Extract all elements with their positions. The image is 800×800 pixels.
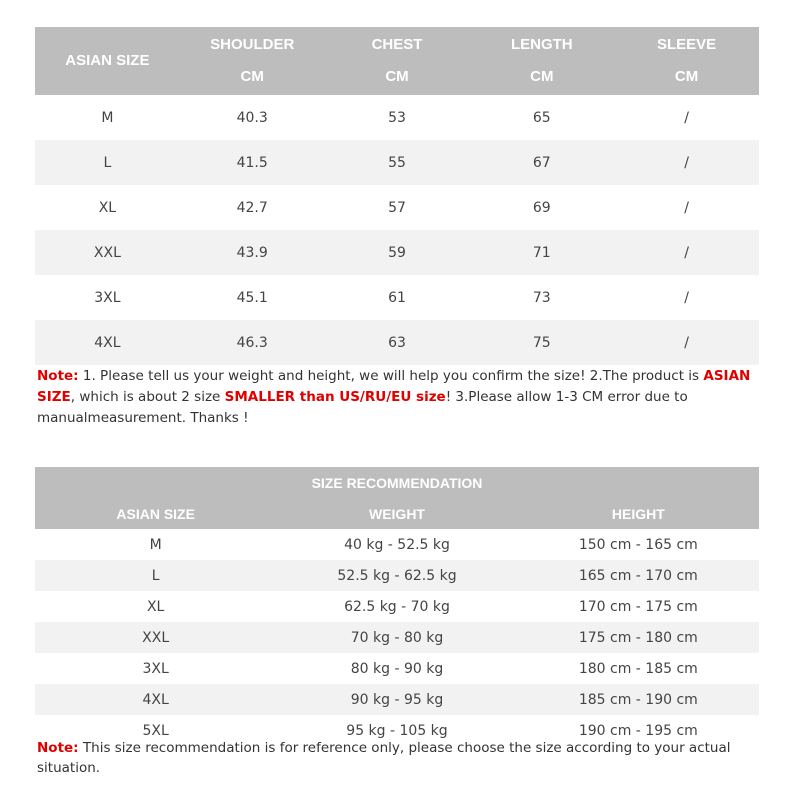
note-text: 1. Please tell us your weight and height, we will help you confirm the size! 2.The product is [78, 368, 704, 384]
table-row [35, 320, 759, 365]
header-weight: WEIGHT [276, 498, 517, 529]
header-length: LENGTH CM [469, 27, 614, 95]
cell-size: L [35, 560, 276, 591]
note-text: This size recommendation is for reference only, please choose the size according to your actual situation. [37, 740, 731, 776]
table-row [35, 684, 759, 715]
cell-weight: 90 kg - 95 kg [276, 684, 517, 715]
cell-size: XXL [35, 230, 180, 275]
cell-length: 71 [469, 230, 614, 275]
table-row [35, 140, 759, 185]
size-chart-table [35, 27, 759, 365]
cell-length: 73 [532, 289, 551, 306]
note-highlight-asian-size: ASIAN SIZE [37, 368, 751, 405]
cell-weight: 80 kg - 90 kg [350, 660, 444, 677]
header-shoulder: SHOULDER CM [180, 27, 325, 95]
size-chart-header-row [35, 27, 759, 95]
cell-sleeve: / [684, 109, 689, 126]
recommendation-title: SIZE RECOMMENDATION [35, 467, 759, 498]
cell-height: 165 cm - 170 cm [518, 560, 759, 591]
cell-height: 150 cm - 165 cm [578, 536, 698, 553]
header-asian-size: ASIAN SIZE [35, 27, 180, 95]
cell-weight: 95 kg - 105 kg [346, 722, 448, 739]
cell-chest: 55 [325, 140, 470, 185]
cell-chest: 59 [325, 230, 470, 275]
table-row [35, 529, 759, 560]
header-asian-size: ASIAN SIZE [35, 498, 276, 529]
cell-weight: 40 kg - 52.5 kg [344, 536, 450, 553]
cell-size: 4XL [35, 320, 180, 365]
recommendation-title-row [35, 467, 759, 498]
cell-height: 185 cm - 190 cm [518, 684, 759, 715]
size-recommendation-table [35, 467, 759, 746]
size-note [37, 366, 767, 429]
cell-height: 180 cm - 185 cm [578, 660, 698, 677]
table-row [35, 622, 759, 653]
header-height: HEIGHT [518, 498, 759, 529]
cell-size: XL [146, 598, 165, 615]
cell-size: M [149, 536, 162, 553]
cell-length: 69 [532, 199, 551, 216]
cell-shoulder: 41.5 [180, 140, 325, 185]
table-row [35, 95, 759, 140]
cell-length: 67 [469, 140, 614, 185]
note-label: Note: [37, 740, 79, 756]
cell-shoulder: 46.3 [180, 320, 325, 365]
cell-sleeve: / [614, 140, 759, 185]
cell-chest: 63 [325, 320, 470, 365]
cell-size: 5XL [142, 722, 169, 739]
cell-shoulder: 45.1 [236, 289, 268, 306]
cell-weight: 70 kg - 80 kg [276, 622, 517, 653]
cell-sleeve: / [614, 230, 759, 275]
cell-chest: 57 [388, 199, 406, 216]
cell-size: M [101, 109, 114, 126]
cell-size: 3XL [142, 660, 169, 677]
cell-height: 190 cm - 195 cm [578, 722, 698, 739]
note-label: Note: [37, 368, 79, 384]
cell-height: 175 cm - 180 cm [518, 622, 759, 653]
cell-sleeve: / [684, 289, 689, 306]
cell-weight: 52.5 kg - 62.5 kg [276, 560, 517, 591]
cell-size: 4XL [35, 684, 276, 715]
cell-size: 3XL [94, 289, 121, 306]
cell-length: 75 [469, 320, 614, 365]
cell-size: XXL [35, 622, 276, 653]
cell-size: XL [98, 199, 117, 216]
cell-chest: 53 [388, 109, 406, 126]
table-row [35, 591, 759, 622]
note-text: ! 3.Please allow 1-3 CM error due to manualmeasurement. Thanks ! [37, 389, 688, 426]
cell-shoulder: 42.7 [236, 199, 268, 216]
table-row [35, 275, 759, 320]
cell-length: 65 [532, 109, 551, 126]
cell-sleeve: / [614, 320, 759, 365]
cell-shoulder: 43.9 [180, 230, 325, 275]
cell-size: L [35, 140, 180, 185]
cell-shoulder: 40.3 [236, 109, 268, 126]
table-row [35, 185, 759, 230]
header-sleeve: SLEEVE CM [614, 27, 759, 95]
cell-height: 170 cm - 175 cm [578, 598, 698, 615]
table-row [35, 653, 759, 684]
cell-chest: 61 [388, 289, 406, 306]
table-row [35, 560, 759, 591]
table-row [35, 230, 759, 275]
note-highlight-smaller: SMALLER than US/RU/EU size [224, 389, 446, 405]
note-text: , which is about 2 size [70, 389, 225, 405]
cell-weight: 62.5 kg - 70 kg [344, 598, 450, 615]
header-chest: CHEST CM [325, 27, 470, 95]
recommendation-header-row [35, 498, 759, 529]
cell-sleeve: / [684, 199, 689, 216]
recommendation-note [37, 738, 767, 778]
